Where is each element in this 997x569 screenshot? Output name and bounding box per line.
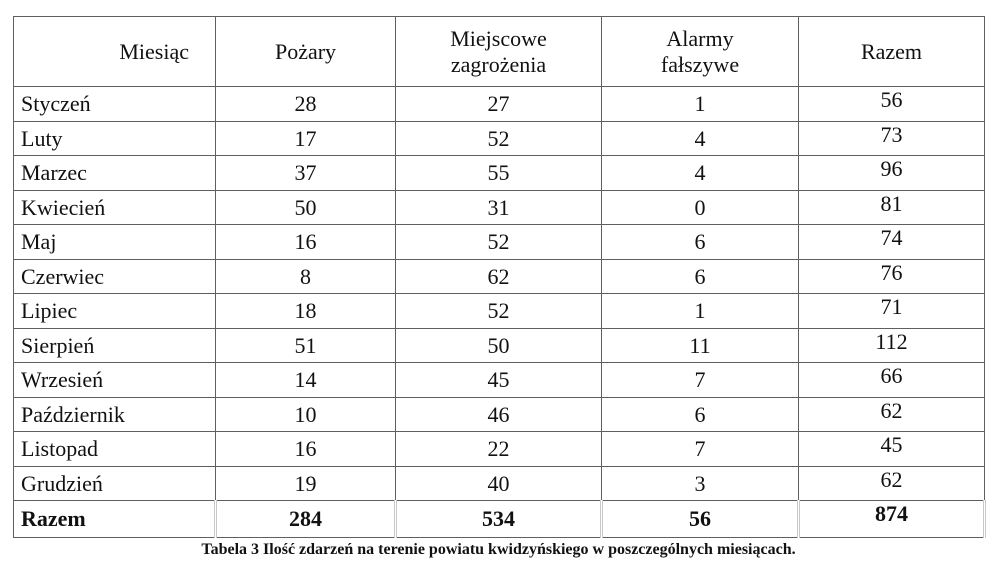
cell-month: Sierpień — [14, 328, 216, 363]
cell-local-threats: 46 — [396, 397, 602, 432]
table-row — [14, 190, 985, 225]
cell-local-threats: 22 — [396, 432, 602, 467]
cell-fires: 8 — [216, 259, 396, 294]
table-row — [14, 156, 985, 191]
footer-month: Razem — [14, 501, 216, 538]
header-row — [14, 17, 985, 87]
table-body — [14, 87, 985, 501]
cell-false-alarms: 1 — [602, 294, 799, 329]
header-false-alarms — [602, 17, 799, 87]
table-row — [14, 466, 985, 501]
cell-total: 112 — [799, 328, 985, 363]
table-row — [14, 259, 985, 294]
table-row — [14, 363, 985, 398]
cell-false-alarms: 0 — [602, 190, 799, 225]
header-false-alarms-line2: fałszywe — [660, 51, 740, 77]
cell-fires: 16 — [216, 225, 396, 260]
cell-false-alarms: 7 — [602, 363, 799, 398]
cell-fires: 19 — [216, 466, 396, 501]
cell-fires: 28 — [216, 87, 396, 122]
events-table — [13, 16, 986, 538]
cell-total: 74 — [799, 225, 985, 260]
cell-total: 62 — [799, 397, 985, 432]
cell-false-alarms: 3 — [602, 466, 799, 501]
cell-local-threats: 52 — [396, 121, 602, 156]
cell-local-threats: 62 — [396, 259, 602, 294]
cell-month: Wrzesień — [14, 363, 216, 398]
header-false-alarms-line1: Alarmy — [666, 25, 734, 51]
table-header — [14, 17, 985, 87]
cell-month: Grudzień — [14, 466, 216, 501]
cell-total: 45 — [799, 432, 985, 467]
header-total: Razem — [799, 17, 985, 87]
cell-false-alarms: 6 — [602, 259, 799, 294]
cell-total: 56 — [799, 87, 985, 122]
cell-total: 81 — [799, 190, 985, 225]
cell-fires: 17 — [216, 121, 396, 156]
table-row — [14, 121, 985, 156]
cell-total: 96 — [799, 156, 985, 191]
cell-local-threats: 40 — [396, 466, 602, 501]
header-fires: Pożary — [216, 17, 396, 87]
cell-month: Październik — [14, 397, 216, 432]
cell-month: Lipiec — [14, 294, 216, 329]
header-month: Miesiąc — [14, 17, 216, 87]
table-row — [14, 225, 985, 260]
cell-month: Listopad — [14, 432, 216, 467]
cell-local-threats: 55 — [396, 156, 602, 191]
header-local-threats-line2: zagrożenia — [450, 51, 547, 77]
table-footer — [14, 501, 985, 538]
cell-month: Luty — [14, 121, 216, 156]
cell-total: 62 — [799, 466, 985, 501]
footer-fires: 284 — [216, 501, 396, 538]
cell-month: Marzec — [14, 156, 216, 191]
cell-fires: 50 — [216, 190, 396, 225]
cell-local-threats: 52 — [396, 294, 602, 329]
cell-false-alarms: 4 — [602, 121, 799, 156]
cell-total: 76 — [799, 259, 985, 294]
table-row — [14, 432, 985, 467]
cell-fires: 14 — [216, 363, 396, 398]
cell-false-alarms: 6 — [602, 225, 799, 260]
cell-month: Kwiecień — [14, 190, 216, 225]
table-row — [14, 87, 985, 122]
footer-total: 874 — [799, 501, 985, 538]
cell-local-threats: 27 — [396, 87, 602, 122]
table-caption: Tabela 3 Ilość zdarzeń na terenie powiatu kwidzyńskiego w poszczególnych miesiącach. — [201, 541, 796, 558]
cell-false-alarms: 4 — [602, 156, 799, 191]
table-row — [14, 397, 985, 432]
cell-false-alarms: 1 — [602, 87, 799, 122]
cell-fires: 51 — [216, 328, 396, 363]
header-local-threats — [396, 17, 602, 87]
header-local-threats-line1: Miejscowe — [450, 25, 547, 51]
footer-local-threats: 534 — [396, 501, 602, 538]
cell-total: 66 — [799, 363, 985, 398]
cell-month: Maj — [14, 225, 216, 260]
footer-row — [14, 501, 985, 538]
cell-false-alarms: 6 — [602, 397, 799, 432]
cell-local-threats: 50 — [396, 328, 602, 363]
cell-fires: 18 — [216, 294, 396, 329]
cell-total: 73 — [799, 121, 985, 156]
table-row — [14, 328, 985, 363]
cell-fires: 37 — [216, 156, 396, 191]
cell-false-alarms: 7 — [602, 432, 799, 467]
cell-local-threats: 31 — [396, 190, 602, 225]
cell-false-alarms: 11 — [602, 328, 799, 363]
cell-month: Styczeń — [14, 87, 216, 122]
footer-false-alarms: 56 — [602, 501, 799, 538]
cell-local-threats: 45 — [396, 363, 602, 398]
cell-month: Czerwiec — [14, 259, 216, 294]
cell-local-threats: 52 — [396, 225, 602, 260]
cell-total: 71 — [799, 294, 985, 329]
cell-fires: 10 — [216, 397, 396, 432]
table-row — [14, 294, 985, 329]
cell-fires: 16 — [216, 432, 396, 467]
